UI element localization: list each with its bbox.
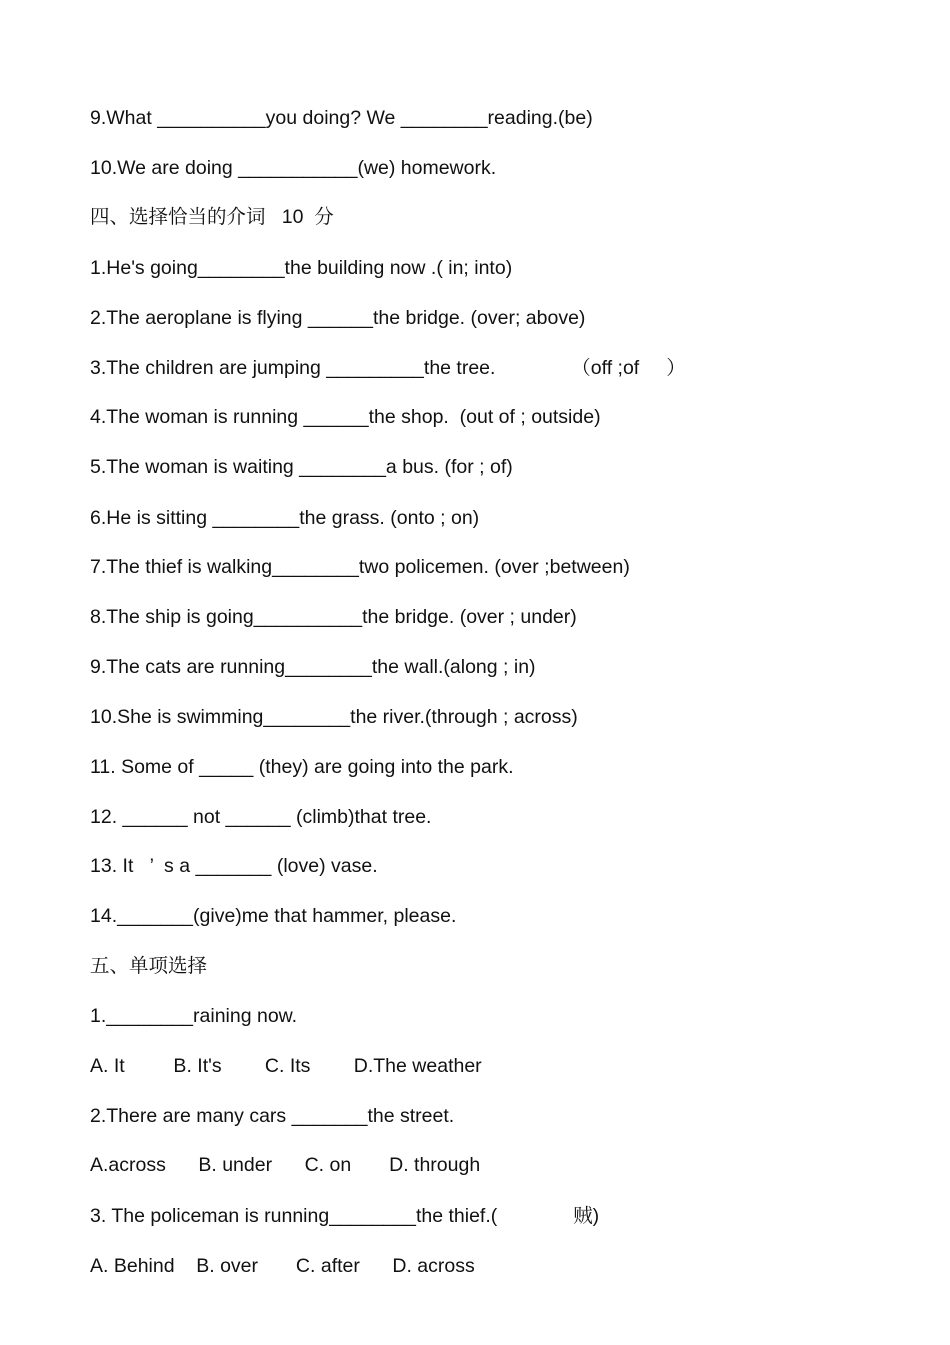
exercise-line: 11. Some of _____ (they) are going into the park. <box>90 756 514 778</box>
exercise-line: 3.The children are jumping _________the tree. （off ;of ） <box>90 357 686 379</box>
section-heading: 四、选择恰当的介词 10 分 <box>90 206 334 228</box>
exercise-line: 2.There are many cars _______the street. <box>90 1105 455 1127</box>
exercise-line: 4.The woman is running ______the shop. (out of ; outside) <box>90 406 601 428</box>
exercise-line: 13. It ’ s a _______ (love) vase. <box>90 855 378 877</box>
answer-options: A. It B. It's C. Its D.The weather <box>90 1055 482 1077</box>
exercise-line: 1.He's going________the building now .( in; into) <box>90 257 513 279</box>
answer-options: A.across B. under C. on D. through <box>90 1154 481 1176</box>
exercise-line: 7.The thief is walking________two policemen. (over ;between) <box>90 556 630 578</box>
exercise-line: 10.We are doing ___________(we) homework. <box>90 157 497 179</box>
exercise-line: 5.The woman is waiting ________a bus. (for ; of) <box>90 456 513 478</box>
exercise-line: 3. The policeman is running________the thief.( 贼) <box>90 1205 600 1227</box>
exercise-line: 2.The aeroplane is flying ______the bridge. (over; above) <box>90 307 586 329</box>
exercise-line: 9.What __________you doing? We ________reading.(be) <box>90 107 593 129</box>
exercise-line: 1.________raining now. <box>90 1005 298 1027</box>
exercise-line: 9.The cats are running________the wall.(along ; in) <box>90 656 536 678</box>
exercise-line: 6.He is sitting ________the grass. (onto ; on) <box>90 507 480 529</box>
exercise-line: 14._______(give)me that hammer, please. <box>90 905 457 927</box>
exercise-line: 8.The ship is going__________the bridge. (over ; under) <box>90 606 577 628</box>
exercise-line: 12. ______ not ______ (climb)that tree. <box>90 806 432 828</box>
section-heading: 五、单项选择 <box>90 955 208 977</box>
exercise-line: 10.She is swimming________the river.(through ; across) <box>90 706 578 728</box>
answer-options: A. Behind B. over C. after D. across <box>90 1255 475 1277</box>
